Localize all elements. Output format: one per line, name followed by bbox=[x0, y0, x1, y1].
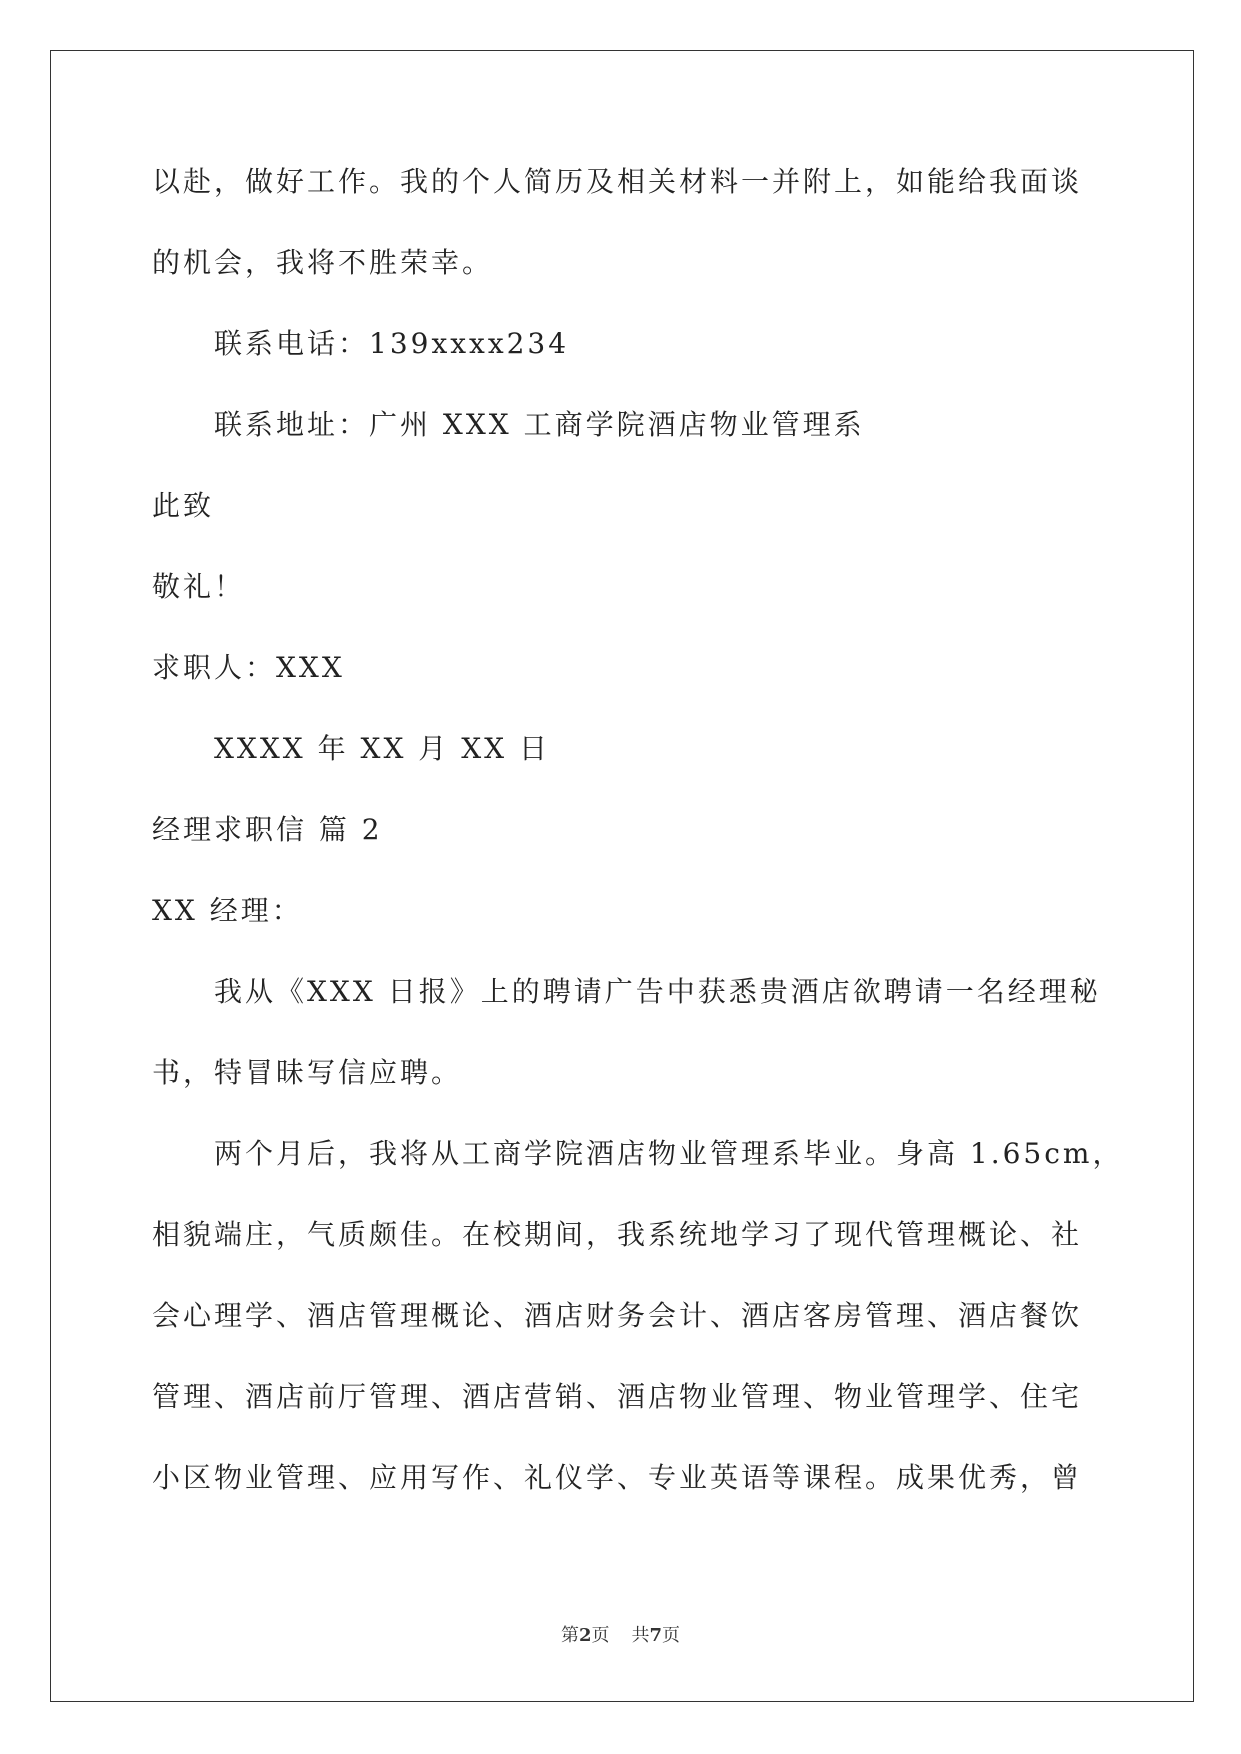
contact-phone: 联系电话：139xxxx234 bbox=[214, 327, 570, 360]
paragraph-line: 的机会，我将不胜荣幸。 bbox=[152, 246, 494, 279]
page-suffix: 页 bbox=[591, 1625, 610, 1646]
section-heading: 经理求职信 篇 2 bbox=[152, 813, 383, 846]
paragraph-line: 以赴，做好工作。我的个人简历及相关材料一并附上，如能给我面谈 bbox=[152, 165, 1083, 198]
paragraph-line: 小区物业管理、应用写作、礼仪学、专业英语等课程。成果优秀，曾 bbox=[152, 1461, 1083, 1494]
recipient-greeting: XX 经理： bbox=[152, 894, 303, 927]
page-prefix: 第 bbox=[560, 1625, 579, 1646]
paragraph-line: 管理、酒店前厅管理、酒店营销、酒店物业管理、物业管理学、住宅 bbox=[152, 1380, 1083, 1413]
paragraph-line: 会心理学、酒店管理概论、酒店财务会计、酒店客房管理、酒店餐饮 bbox=[152, 1299, 1083, 1332]
paragraph-line: 相貌端庄，气质颇佳。在校期间，我系统地学习了现代管理概论、社 bbox=[152, 1218, 1083, 1251]
total-suffix: 页 bbox=[662, 1625, 681, 1646]
total-page-number: 7 bbox=[649, 1625, 663, 1646]
paragraph-line: 两个月后，我将从工商学院酒店物业管理系毕业。身高 1.65cm， bbox=[214, 1137, 1124, 1170]
applicant-name: 求职人：XXX bbox=[152, 651, 345, 684]
contact-address: 联系地址：广州 XXX 工商学院酒店物业管理系 bbox=[214, 408, 865, 441]
closing-regards: 敬礼！ bbox=[152, 570, 246, 603]
letter-body bbox=[152, 162, 1124, 1539]
total-prefix: 共 bbox=[631, 1625, 650, 1646]
paragraph-line: 我从《XXX 日报》上的聘请广告中获悉贵酒店欲聘请一名经理秘 bbox=[214, 975, 1101, 1008]
closing-salutation: 此致 bbox=[152, 489, 215, 522]
letter-date: XXXX 年 XX 月 XX 日 bbox=[214, 732, 550, 765]
paragraph-line: 书，特冒昧写信应聘。 bbox=[152, 1056, 463, 1089]
current-page-number: 2 bbox=[578, 1625, 592, 1646]
page-footer bbox=[0, 1621, 1241, 1647]
